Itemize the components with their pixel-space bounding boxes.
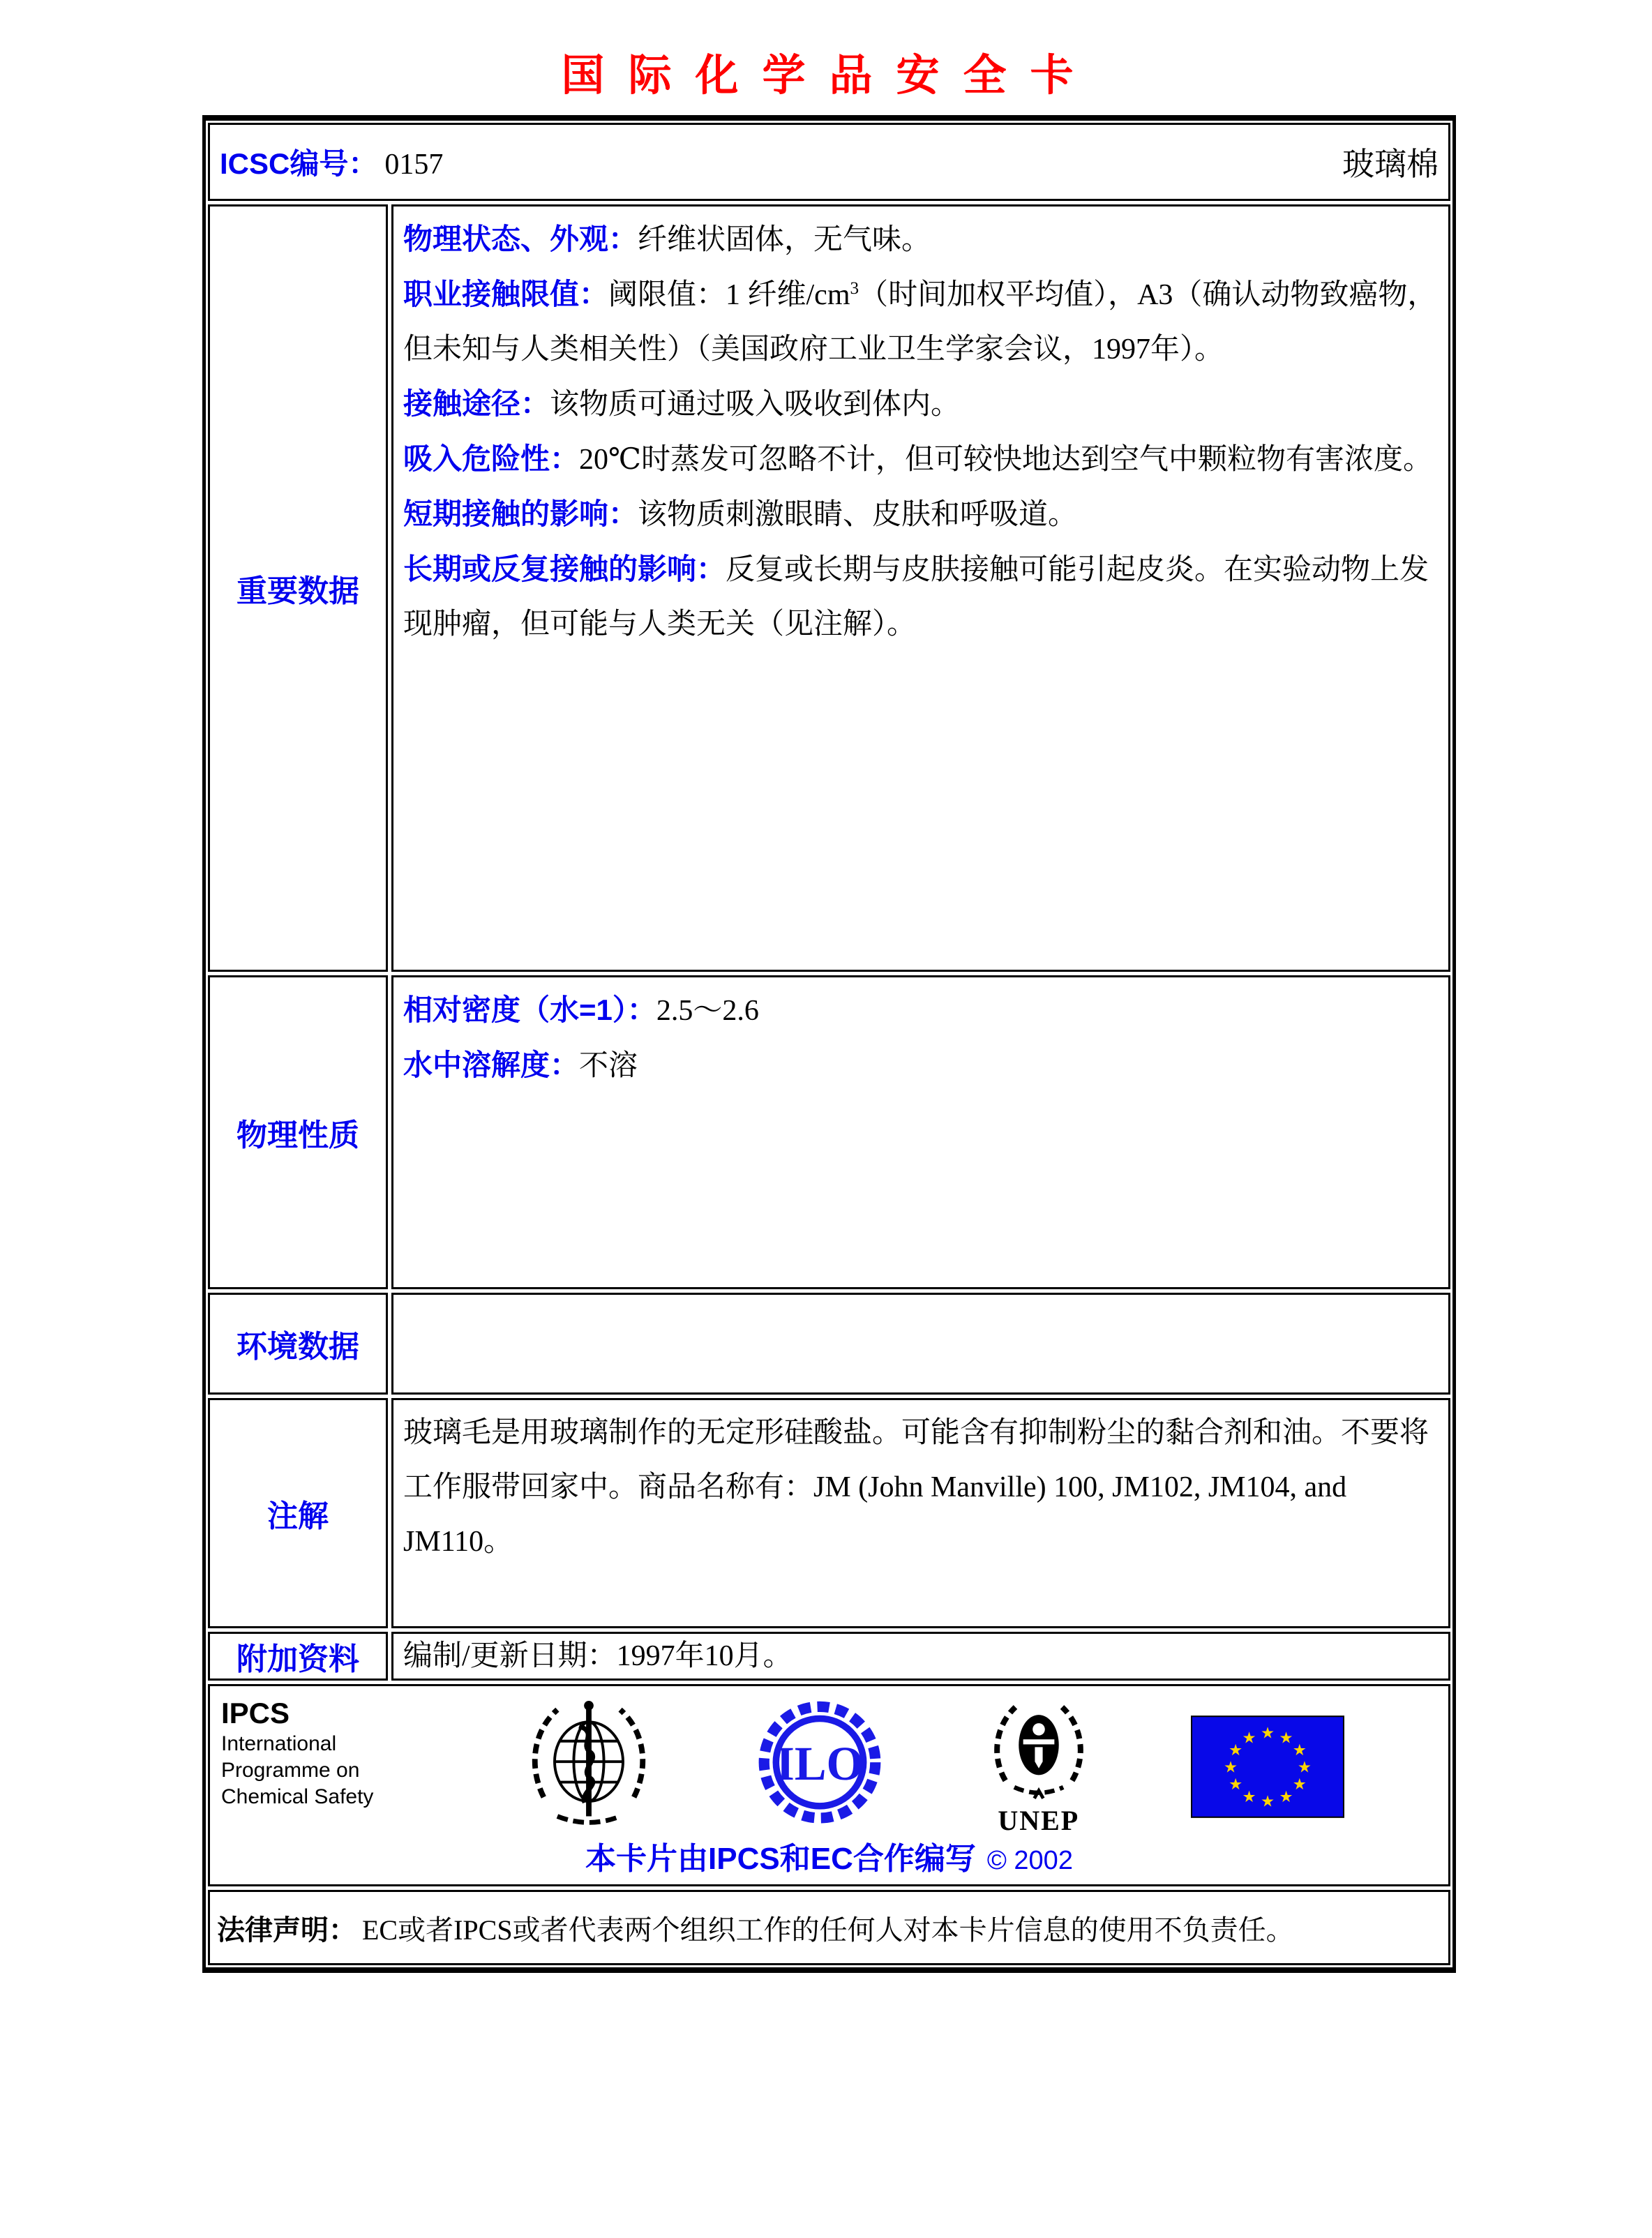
ilo-logo-icon (753, 1696, 886, 1833)
physical-item (403, 1038, 1439, 1093)
environmental-data-label: 环境数据 (208, 1293, 388, 1395)
logos-group (423, 1696, 1441, 1838)
important-data-row (208, 204, 1450, 972)
legal-label: 法律声明： (217, 1914, 356, 1946)
unep-logo-box (983, 1696, 1095, 1835)
notes-text: 玻璃毛是用玻璃制作的无定形硅酸盐。可能含有抑制粉尘的黏合剂和油。不要将工作服带回家中。商品名称有：JM (John Manville) 100, JM102, JM104, and JM110。 (403, 1417, 1429, 1558)
eu-star: ★ (1293, 1741, 1307, 1760)
item-label: 短期接触的影响： (403, 497, 638, 530)
item-text: 反复或长期与皮肤接触可能引起皮炎。在实验动物上发现肿瘤，但可能与人类无关（见注解）。 (403, 554, 1429, 640)
important-item (403, 267, 1439, 377)
who-logo-icon (520, 1696, 657, 1838)
header-cell (208, 123, 1450, 201)
item-text: （时间加权平均值），A3（确认动物致癌物，但未知与人类相关性）（美国政府工业卫生学家会议，1997年）。 (403, 279, 1437, 366)
item-text: 阈限值：1 纤维/cm (608, 279, 850, 311)
eu-flag-box (1191, 1715, 1344, 1818)
important-item (403, 432, 1439, 487)
organizations-cell (208, 1684, 1450, 1886)
icsc-number-label: ICSC编号： (220, 147, 378, 180)
notes-label: 注解 (208, 1398, 388, 1628)
item-text: 20℃时蒸发可忽略不计，但可较快地达到空气中颗粒物有害浓度。 (579, 444, 1433, 476)
who-logo-box (520, 1696, 657, 1838)
legal-text: EC或者IPCS或者代表两个组织工作的任何人对本卡片信息的使用不负责任。 (362, 1914, 1294, 1946)
ipcs-line: Chemical Safety (221, 1785, 374, 1808)
legal-cell (208, 1890, 1450, 1965)
eu-star: ★ (1224, 1758, 1238, 1777)
superscript: 3 (850, 279, 859, 298)
additional-info-row (208, 1632, 1450, 1681)
unep-logo-icon (983, 1696, 1095, 1806)
icsc-number-value: 0157 (384, 149, 444, 181)
environmental-data-row (208, 1293, 1450, 1395)
eu-star: ★ (1261, 1724, 1275, 1743)
item-label: 职业接触限值： (403, 278, 609, 310)
legal-row (208, 1890, 1450, 1965)
important-item (403, 542, 1439, 652)
environmental-data-content (391, 1293, 1450, 1395)
eu-star: ★ (1242, 1788, 1256, 1807)
caption-text: 本卡片由IPCS和EC合作编写 (585, 1842, 976, 1876)
unep-letters: UNEP (998, 1805, 1080, 1836)
ipcs-line: Programme on (221, 1759, 360, 1782)
item-text: 纤维状固体，无气味。 (638, 224, 931, 256)
ipcs-text-block (217, 1696, 423, 1810)
physical-properties-label: 物理性质 (208, 975, 388, 1289)
logo-strip (217, 1696, 1441, 1838)
item-label: 相对密度（水=1）： (403, 993, 656, 1026)
ipcs-acronym: IPCS (221, 1697, 290, 1729)
physical-properties-content (391, 975, 1450, 1289)
eu-star: ★ (1279, 1788, 1293, 1807)
footer-caption (217, 1840, 1441, 1880)
important-item (403, 212, 1439, 267)
important-item (403, 377, 1439, 432)
important-item (403, 487, 1439, 542)
page-title: 国际化学品安全卡 (561, 52, 1097, 100)
important-data-content (391, 204, 1450, 972)
notes-content (391, 1398, 1450, 1628)
eu-star: ★ (1242, 1729, 1256, 1748)
eu-star: ★ (1229, 1775, 1243, 1794)
ilo-logo-box (753, 1696, 886, 1833)
item-label: 物理状态、外观： (403, 223, 638, 255)
item-label: 水中溶解度： (403, 1049, 580, 1081)
eu-flag-icon (1191, 1715, 1344, 1818)
notes-row (208, 1398, 1450, 1628)
eu-star: ★ (1229, 1741, 1243, 1760)
additional-info-content: 编制/更新日期：1997年10月。 (391, 1632, 1450, 1681)
eu-star: ★ (1298, 1758, 1312, 1777)
organizations-row (208, 1684, 1450, 1886)
header-row (208, 123, 1450, 201)
item-text: 该物质刺激眼睛、皮肤和呼吸道。 (638, 499, 1078, 531)
ilo-letters: ILO (776, 1736, 864, 1790)
copyright-text: © 2002 (986, 1846, 1073, 1875)
physical-item (403, 983, 1439, 1038)
item-label: 长期或反复接触的影响： (403, 553, 726, 585)
important-data-label: 重要数据 (208, 204, 388, 972)
item-text: 该物质可通过吸入吸收到体内。 (550, 389, 961, 421)
additional-info-label: 附加资料 (208, 1632, 388, 1681)
ipcs-line: International (221, 1732, 337, 1755)
item-text: 不溶 (579, 1050, 638, 1082)
chemical-name: 玻璃棉 (1342, 147, 1439, 182)
item-label: 接触途径： (403, 387, 550, 420)
icsc-number-group (220, 141, 443, 183)
item-text: 2.5～2.6 (656, 995, 759, 1027)
eu-star: ★ (1279, 1729, 1293, 1748)
eu-star: ★ (1261, 1792, 1275, 1811)
item-label: 吸入危险性： (403, 442, 580, 475)
safety-card-table (202, 115, 1456, 1973)
physical-properties-row (208, 975, 1450, 1289)
eu-star: ★ (1293, 1775, 1307, 1794)
